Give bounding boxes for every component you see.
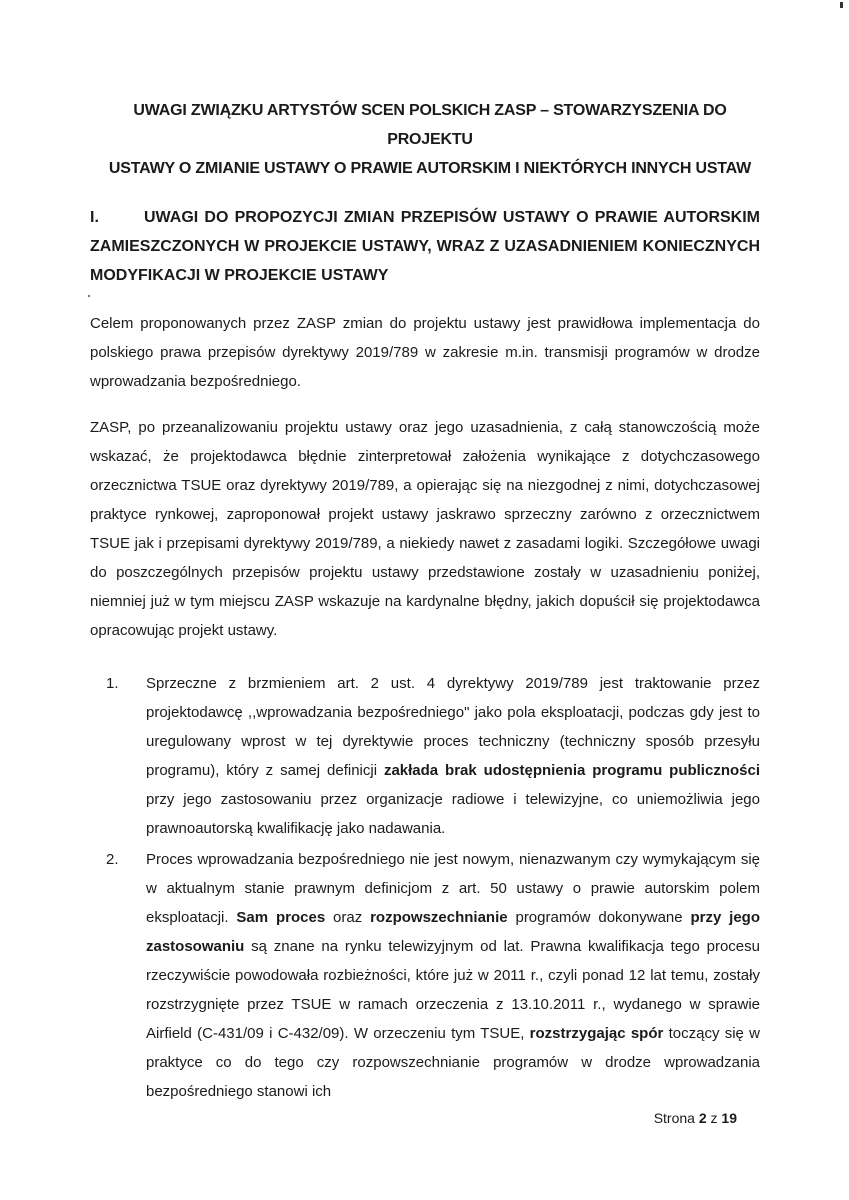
scan-dot	[88, 295, 90, 297]
footer-middle: z	[706, 1110, 722, 1126]
list-item-bold-text: rozstrzygając spór	[529, 1025, 664, 1042]
list-item-text: toczący się w praktyce co do tego czy rozpowszechnianie programów w drodze wprowadzania bezpośredniego stanowi ich	[146, 1025, 760, 1100]
footer-total-pages: 19	[721, 1110, 737, 1126]
paragraph-2: ZASP, po przeanalizowaniu projektu ustawy oraz jego uzasadnienia, z całą stanowczością może wskazać, że projektodawca błędnie zinterpretował założenia wynikające z dotychczasowego orzecznictwa TSUE oraz dyrektywy 2019/789, a opierając się na niezgodnej z nimi, dotychczasowej praktyce rynkowej, zaproponował projekt ustawy jaskrawo sprzeczny zarówno z orzecznictwem TSUE jak i przepisami dyrektywy 2019/789, a niekiedy nawet z zasadami logiki. Szczegółowe uwagi do poszczególnych przepisów projektu ustawy przedstawione zostały w uzasadnieniu poniżej, niemniej już w tym miejscu ZASP wskazuje na kardynalne błędny, jakich dopuścił się projektodawca opracowując projekt ustawy.	[90, 419, 760, 639]
title-line-1: UWAGI ZWIĄZKU ARTYSTÓW SCEN POLSKICH ZASP – STOWARZYSZENIA DO PROJEKTU	[133, 102, 727, 148]
title-line-2: USTAWY O ZMIANIE USTAWY O PRAWIE AUTORSKIM I NIEKTÓRYCH INNYCH USTAW	[108, 160, 752, 177]
section-heading	[90, 203, 760, 290]
list-item-text: programów dokonywane	[507, 909, 691, 926]
list-item-text: Proces wprowadzania bezpośredniego nie jest nowym, nienazwanym czy wymykającym się w aktualnym stanie prawnym definicjom z art. 50 ustawy o prawie autorskim polem eksploatacji.	[146, 851, 760, 926]
list-item-1	[106, 669, 760, 843]
list-item-text: są znane na rynku telewizyjnym od lat. Prawna kwalifikacja tego procesu rzeczywiście powodowała rozbieżności, które już w 2011 r., czyli ponad 12 lat temu, zostały rozstrzygnięte przez TSUE w ramach orzeczenia z 13.10.2011 r., wydanego w sprawie Airfield (C-431/09 i C-432/09). W orzeczeniu tym TSUE,	[146, 938, 760, 1042]
list-item-bold-text: przy jego zastosowaniu	[146, 909, 761, 955]
footer-prefix: Strona	[653, 1110, 699, 1126]
page-footer	[654, 1108, 737, 1128]
paragraph-1: Celem proponowanych przez ZASP zmian do projektu ustawy jest prawidłowa implementacja do polskiego prawa przepisów dyrektywy 2019/789 w zakresie m.in. transmisji programów w drodze wprowadzania bezpośredniego.	[90, 315, 760, 390]
list-item-number: 2.	[106, 851, 119, 868]
scan-corner-mark	[840, 2, 843, 8]
list-item-number: 1.	[106, 675, 119, 692]
list-item-text: Sprzeczne z brzmieniem art. 2 ust. 4 dyrektywy 2019/789 jest traktowanie przez projektodawcę ,,wprowadzania bezpośredniego" jako pola eksploatacji, podczas gdy jest to uregulowany wprost w tej dyrektywie proces techniczny (techniczny sposób przesyłu programu), który z samej definicji	[146, 675, 760, 779]
list-item-bold-text: Sam proces	[236, 909, 326, 926]
document-title	[90, 96, 770, 183]
section-number: I.	[90, 209, 99, 226]
section-heading-text: UWAGI DO PROPOZYCJI ZMIAN PRZEPISÓW USTAWY O PRAWIE AUTORSKIM ZAMIESZCZONYCH W PROJEKCIE USTAWY, WRAZ Z UZASADNIENIEM KONIECZNYCH MODYFIKACJI W PROJEKCIE USTAWY	[90, 209, 760, 284]
list-item-2	[106, 845, 760, 1106]
list-item-bold-text: zakłada brak udostępnienia programu publiczności	[383, 762, 760, 779]
footer-page-number: 2	[698, 1110, 707, 1126]
list-item-text: przy jego zastosowaniu przez organizacje radiowe i telewizyjne, co uniemożliwia jego prawnoautorską kwalifikację jako nadawania.	[146, 791, 760, 837]
numbered-list	[106, 669, 760, 1108]
list-item-text: oraz	[325, 909, 371, 926]
list-item-bold-text: rozpowszechnianie	[370, 909, 508, 926]
